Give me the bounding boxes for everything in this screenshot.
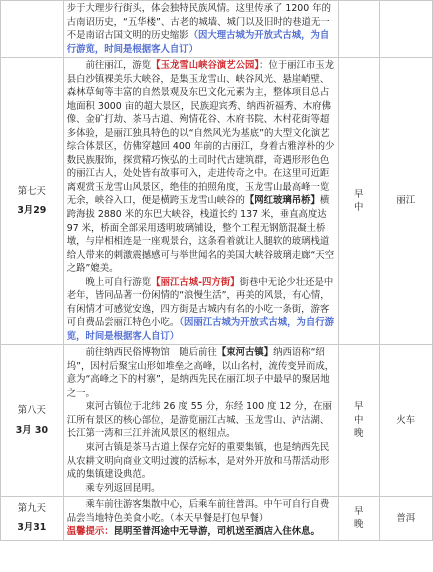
description-text: 街巷中无论少壮还是中老年，皆同品著一份闲情的“浪慢生活”，再美的风景，有心情，有闲情才可感觉安逸，四方街是古城内有名的小吃一条街，游客可自费品尝丽江特色小吃。: [66, 276, 334, 329]
day-cell: [1, 497, 64, 541]
description-text: 束河古镇是茶马古道上保存完好的重要集镇，也是纳西先民从农耕文明向商业文明过渡的活标本，是对外开放和马帮活动形成的集镇建设典范。: [66, 442, 330, 481]
meal-item: 早: [354, 505, 364, 517]
meal-cell: [338, 497, 379, 541]
description-text: 乘专列返回昆明。: [85, 482, 161, 494]
day-label: 第八天: [17, 405, 46, 417]
itinerary-description: [63, 345, 338, 497]
description-text: 纳西语称“绍坞”，因村后聚宝山形如堆垒之高峰，以山名村，流传变异而成，意为“高峰之下的村寨”，是纳西先民在丽江坝子中最早的聚居地之一。: [66, 347, 335, 399]
stay-cell: [379, 1, 432, 58]
day-label: 第九天: [17, 502, 46, 514]
meal-item: 早: [354, 188, 364, 200]
day-cell: [1, 58, 64, 345]
day-date: 3月 30: [15, 424, 48, 436]
stay-cell: [379, 58, 432, 345]
note-open-city: （因丽江古城为开放式古城，为自行游览，时间是根据客人自订）: [66, 317, 334, 342]
meal-cell: [338, 345, 379, 497]
meal-item: 晚: [354, 428, 364, 440]
tip-text: 昆明至普洱途中无导游，司机送至酒店入住休息。: [113, 526, 320, 538]
description-text: 晚上可自行游览: [85, 276, 152, 288]
stay-cell: [379, 345, 432, 497]
description-text: 乘车前往游客集散中心，后乘车前往普洱。中午可自行自费品尝当地特色美食小吃。（本天早餐是打包早餐）: [66, 499, 330, 524]
description-text: ：位于丽江市玉龙县白沙镇裸美乐大峡谷，是集玉龙雪山、峡谷风光、悬崖峭壁、森林草甸等丰富的自然景观及东巴文化元素为主，整体项目总占地面积 3000 亩的超大景区，民族迎宾秀、纳西祈福秀、木府佛像、金矿打劫、茶马古道、殉情花谷、木府书院、木村花街等超多体验，是丽江独具特色的以“自然风光为基底”的大型文化演艺综合体景区，仿佛穿越回 400 年前的古丽江，身着古雅淳朴的少数民族服饰，探赏精巧恢弘的土司时代古建筑群，奇遇形形色色的丽江古人，处处皆有故事可入，走进传奇之中。在这里可近距离观赏玉龙雪山风景区，绝佳的拍照角度，玉龙雪山最高峰一览无余，峡谷入口，便是横跨玉龙雪山峡谷的: [66, 60, 335, 207]
meal-item: 晚: [354, 519, 364, 531]
attraction-name: 【玉龙雪山峡谷演艺公园】: [151, 60, 259, 72]
day-date: 3月29: [17, 205, 47, 217]
itinerary-description: [63, 497, 338, 541]
attraction-name: 【束河古镇】: [216, 347, 274, 359]
description-text: 束河古镇位于北纬 26 度 55 分，东经 100 度 12 分，在丽江所有景区的核心部位，是游览丽江古城、玉龙雪山、泸沽湖、长江第一湾和三江并流风景区的枢纽点。: [66, 401, 332, 440]
note-open-city: （因大理古城为开放式古城，为自行游览，时间是根据客人自订）: [66, 30, 330, 55]
day-cell: [1, 1, 64, 58]
day-cell: [1, 345, 64, 497]
description-text: 前往纳西民俗博物馆 随后前往: [85, 347, 217, 359]
day-label: 第七天: [17, 185, 46, 197]
stay-location: 普洱: [396, 512, 416, 524]
itinerary-row-day7: [1, 58, 433, 345]
itinerary-description: [63, 58, 338, 345]
tip-label: 温馨提示：: [66, 526, 114, 538]
stay-cell: [379, 497, 432, 541]
itinerary-row-day8: [1, 345, 433, 497]
itinerary-description: [63, 1, 338, 58]
description-text: 前往丽江，游览: [85, 60, 152, 72]
meal-item: 早: [354, 401, 364, 413]
itinerary-row-day9: [1, 497, 433, 541]
description-text: 横跨海拔 2880 米的东巴大峡谷，栈道长约 137 米，垂直高度达 97 米，桥面全部采用透明玻璃铺设，整个工程无钢筋混凝土桥墩，与岸相相连是一座观景台，这条看着就让人腿软的玻璃栈道给人带来的刺激震撼感可与举世闻名的美国大峡谷玻璃走廊“天空之路”媲美。: [66, 195, 335, 275]
meal-item: 中: [354, 414, 364, 426]
stay-location: 丽江: [396, 195, 416, 207]
attraction-name: 【丽江古城-四方街】: [151, 276, 240, 288]
itinerary-row-continuation: [1, 1, 433, 58]
meal-item: 中: [354, 202, 364, 214]
meal-cell: [338, 1, 379, 58]
stay-location: 火车: [396, 414, 416, 426]
meal-cell: [338, 58, 379, 345]
day-date: 3月31: [17, 522, 47, 534]
description-text: 步于大理步行街头，体会独特民族风情。这里传承了 1200 年的古南诏历史，“五华楼”、古老的城墙、城门以及旧时的巷道无一不是南诏古国文明的历史缩影: [66, 3, 331, 42]
attraction-name: 【网红玻璃吊桥】: [244, 195, 320, 207]
